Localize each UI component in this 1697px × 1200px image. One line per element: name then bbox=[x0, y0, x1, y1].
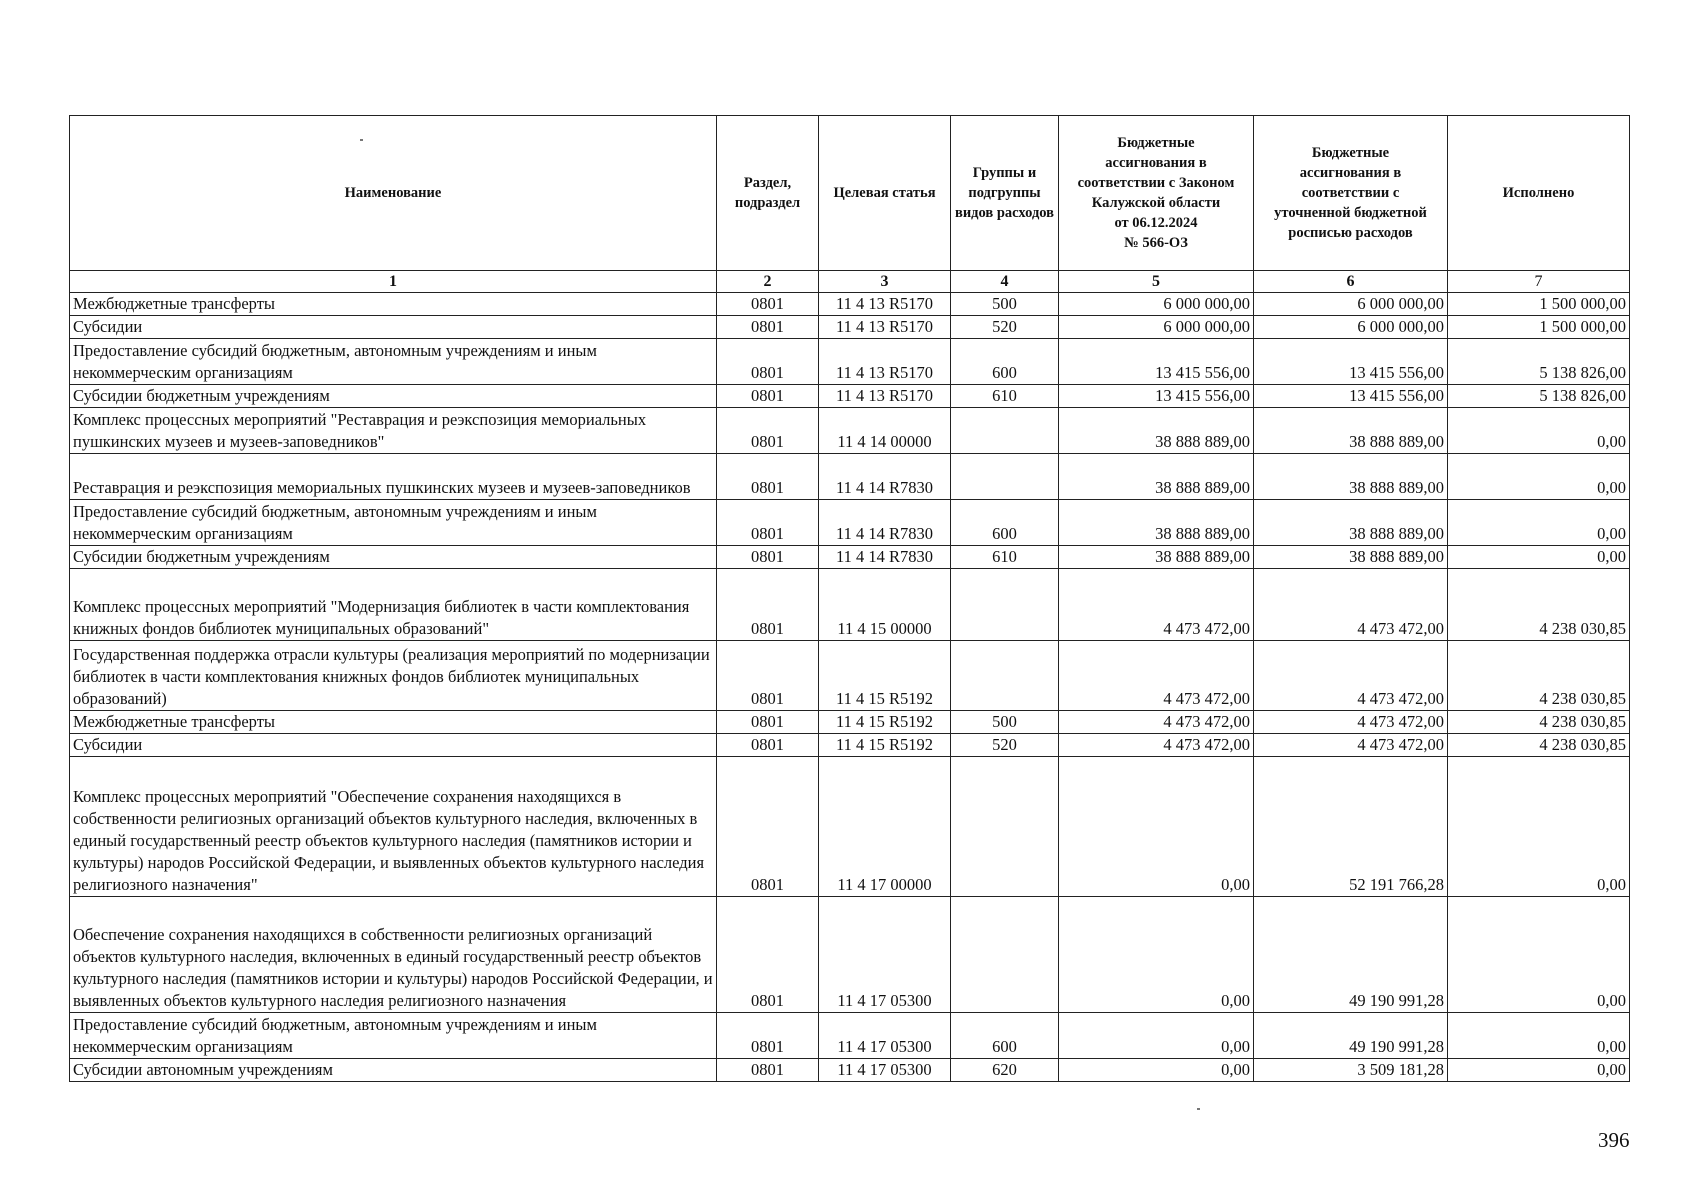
table-row bbox=[70, 339, 1630, 385]
row-name: Межбюджетные трансферты bbox=[70, 711, 717, 734]
header-line: уточненной бюджетной bbox=[1274, 205, 1427, 221]
header-refined-allocations bbox=[1254, 116, 1448, 271]
row-section: 0801 bbox=[717, 500, 819, 546]
row-law-amount: 0,00 bbox=[1059, 897, 1254, 1013]
row-name: Предоставление субсидий бюджетным, автономным учреждениям и иным некоммерческим организациям bbox=[70, 1013, 717, 1059]
row-plan-amount: 49 190 991,28 bbox=[1254, 1013, 1448, 1059]
column-number: 5 bbox=[1059, 271, 1254, 293]
row-article: 11 4 13 R5170 bbox=[819, 293, 951, 316]
table-row bbox=[70, 500, 1630, 546]
row-plan-amount: 3 509 181,28 bbox=[1254, 1059, 1448, 1082]
table-row bbox=[70, 408, 1630, 454]
column-number: 3 bbox=[819, 271, 951, 293]
row-article: 11 4 14 R7830 bbox=[819, 546, 951, 569]
table-row bbox=[70, 1013, 1630, 1059]
row-name: Субсидии bbox=[70, 734, 717, 757]
table-row bbox=[70, 757, 1630, 897]
budget-table bbox=[69, 115, 1630, 1082]
row-name: Межбюджетные трансферты bbox=[70, 293, 717, 316]
row-group: 500 bbox=[951, 293, 1059, 316]
row-group: 600 bbox=[951, 500, 1059, 546]
header-line: от 06.12.2024 bbox=[1114, 215, 1198, 231]
row-group: 620 bbox=[951, 1059, 1059, 1082]
row-section: 0801 bbox=[717, 1059, 819, 1082]
row-plan-amount: 52 191 766,28 bbox=[1254, 757, 1448, 897]
header-line: Бюджетные bbox=[1117, 135, 1195, 151]
row-group: 600 bbox=[951, 1013, 1059, 1059]
row-article: 11 4 13 R5170 bbox=[819, 339, 951, 385]
row-section: 0801 bbox=[717, 454, 819, 500]
row-executed-amount: 5 138 826,00 bbox=[1448, 385, 1630, 408]
table-row bbox=[70, 1059, 1630, 1082]
row-name: Предоставление субсидий бюджетным, автономным учреждениям и иным некоммерческим организациям bbox=[70, 500, 717, 546]
row-name: Обеспечение сохранения находящихся в собственности религиозных организаций объектов культурного наследия, включенных в единый государственный реестр объектов культурного наследия (памятников истории и культуры) народов Российской Федерации, и выявленных объектов культурного наследия религиозного назначения bbox=[70, 897, 717, 1013]
row-article: 11 4 17 05300 bbox=[819, 897, 951, 1013]
row-law-amount: 6 000 000,00 bbox=[1059, 316, 1254, 339]
row-group: 500 bbox=[951, 711, 1059, 734]
row-executed-amount: 4 238 030,85 bbox=[1448, 641, 1630, 711]
column-number-row bbox=[70, 271, 1630, 293]
row-name: Комплекс процессных мероприятий "Реставрация и реэкспозиция мемориальных пушкинских музеев и музеев-заповедников" bbox=[70, 408, 717, 454]
row-executed-amount: 0,00 bbox=[1448, 408, 1630, 454]
row-section: 0801 bbox=[717, 734, 819, 757]
row-executed-amount: 1 500 000,00 bbox=[1448, 293, 1630, 316]
row-group bbox=[951, 757, 1059, 897]
header-target-article: Целевая статья bbox=[819, 116, 951, 271]
row-executed-amount: 1 500 000,00 bbox=[1448, 316, 1630, 339]
row-plan-amount: 13 415 556,00 bbox=[1254, 385, 1448, 408]
row-law-amount: 38 888 889,00 bbox=[1059, 500, 1254, 546]
row-section: 0801 bbox=[717, 641, 819, 711]
row-executed-amount: 0,00 bbox=[1448, 454, 1630, 500]
row-section: 0801 bbox=[717, 569, 819, 641]
header-expense-group: Группы и подгруппы видов расходов bbox=[951, 116, 1059, 271]
row-article: 11 4 15 00000 bbox=[819, 569, 951, 641]
column-number: 4 bbox=[951, 271, 1059, 293]
row-name: Комплекс процессных мероприятий "Обеспечение сохранения находящихся в собственности религиозных организаций объектов культурного наследия, включенных в единый государственный реестр объектов культурного наследия (памятников истории и культуры) народов Российской Федерации, и выявленных объектов культурного наследия религиозного назначения" bbox=[70, 757, 717, 897]
row-law-amount: 0,00 bbox=[1059, 1059, 1254, 1082]
row-section: 0801 bbox=[717, 385, 819, 408]
row-article: 11 4 17 05300 bbox=[819, 1013, 951, 1059]
table-row bbox=[70, 546, 1630, 569]
row-plan-amount: 38 888 889,00 bbox=[1254, 500, 1448, 546]
header-line: ассигнования в bbox=[1299, 165, 1402, 181]
scan-speck bbox=[1197, 1108, 1200, 1110]
row-executed-amount: 4 238 030,85 bbox=[1448, 569, 1630, 641]
header-executed: Исполнено bbox=[1448, 116, 1630, 271]
row-article: 11 4 15 R5192 bbox=[819, 711, 951, 734]
row-law-amount: 4 473 472,00 bbox=[1059, 641, 1254, 711]
row-group: 520 bbox=[951, 734, 1059, 757]
row-name: Субсидии автономным учреждениям bbox=[70, 1059, 717, 1082]
row-law-amount: 0,00 bbox=[1059, 1013, 1254, 1059]
row-law-amount: 38 888 889,00 bbox=[1059, 408, 1254, 454]
row-name: Предоставление субсидий бюджетным, автономным учреждениям и иным некоммерческим организациям bbox=[70, 339, 717, 385]
row-law-amount: 4 473 472,00 bbox=[1059, 734, 1254, 757]
row-name: Реставрация и реэкспозиция мемориальных пушкинских музеев и музеев-заповедников bbox=[70, 454, 717, 500]
row-law-amount: 13 415 556,00 bbox=[1059, 339, 1254, 385]
row-executed-amount: 5 138 826,00 bbox=[1448, 339, 1630, 385]
row-section: 0801 bbox=[717, 546, 819, 569]
table-row bbox=[70, 641, 1630, 711]
row-group bbox=[951, 408, 1059, 454]
row-section: 0801 bbox=[717, 293, 819, 316]
row-group: 610 bbox=[951, 546, 1059, 569]
row-plan-amount: 4 473 472,00 bbox=[1254, 569, 1448, 641]
row-plan-amount: 4 473 472,00 bbox=[1254, 734, 1448, 757]
row-law-amount: 0,00 bbox=[1059, 757, 1254, 897]
row-plan-amount: 6 000 000,00 bbox=[1254, 293, 1448, 316]
row-plan-amount: 4 473 472,00 bbox=[1254, 641, 1448, 711]
row-section: 0801 bbox=[717, 711, 819, 734]
row-section: 0801 bbox=[717, 897, 819, 1013]
row-plan-amount: 4 473 472,00 bbox=[1254, 711, 1448, 734]
header-line: соответствии с bbox=[1301, 185, 1400, 201]
row-section: 0801 bbox=[717, 757, 819, 897]
row-section: 0801 bbox=[717, 1013, 819, 1059]
header-name: Наименование bbox=[70, 116, 717, 271]
row-group: 520 bbox=[951, 316, 1059, 339]
table-row bbox=[70, 897, 1630, 1013]
row-group: 600 bbox=[951, 339, 1059, 385]
row-section: 0801 bbox=[717, 339, 819, 385]
row-law-amount: 13 415 556,00 bbox=[1059, 385, 1254, 408]
row-executed-amount: 0,00 bbox=[1448, 1059, 1630, 1082]
table-row bbox=[70, 711, 1630, 734]
row-executed-amount: 0,00 bbox=[1448, 546, 1630, 569]
row-law-amount: 4 473 472,00 bbox=[1059, 711, 1254, 734]
header-line: ассигнования в bbox=[1105, 155, 1207, 171]
row-article: 11 4 17 00000 bbox=[819, 757, 951, 897]
row-name: Комплекс процессных мероприятий "Модернизация библиотек в части комплектования книжных фондов библиотек муниципальных образований" bbox=[70, 569, 717, 641]
table-row bbox=[70, 385, 1630, 408]
row-executed-amount: 0,00 bbox=[1448, 1013, 1630, 1059]
header-row bbox=[70, 116, 1630, 271]
row-law-amount: 6 000 000,00 bbox=[1059, 293, 1254, 316]
row-section: 0801 bbox=[717, 316, 819, 339]
row-plan-amount: 38 888 889,00 bbox=[1254, 454, 1448, 500]
header-line: соответствии с Законом bbox=[1077, 175, 1235, 191]
row-plan-amount: 38 888 889,00 bbox=[1254, 546, 1448, 569]
row-executed-amount: 0,00 bbox=[1448, 897, 1630, 1013]
row-executed-amount: 4 238 030,85 bbox=[1448, 711, 1630, 734]
column-number: 6 bbox=[1254, 271, 1448, 293]
row-group bbox=[951, 641, 1059, 711]
row-executed-amount: 0,00 bbox=[1448, 500, 1630, 546]
row-executed-amount: 4 238 030,85 bbox=[1448, 734, 1630, 757]
table-row bbox=[70, 293, 1630, 316]
header-law-allocations bbox=[1059, 116, 1254, 271]
header-line: Бюджетные bbox=[1311, 145, 1390, 161]
row-article: 11 4 14 R7830 bbox=[819, 454, 951, 500]
row-plan-amount: 38 888 889,00 bbox=[1254, 408, 1448, 454]
row-plan-amount: 49 190 991,28 bbox=[1254, 897, 1448, 1013]
row-article: 11 4 15 R5192 bbox=[819, 734, 951, 757]
row-plan-amount: 13 415 556,00 bbox=[1254, 339, 1448, 385]
row-section: 0801 bbox=[717, 408, 819, 454]
column-number: 1 bbox=[70, 271, 717, 293]
row-article: 11 4 17 05300 bbox=[819, 1059, 951, 1082]
row-group: 610 bbox=[951, 385, 1059, 408]
row-law-amount: 4 473 472,00 bbox=[1059, 569, 1254, 641]
row-group bbox=[951, 897, 1059, 1013]
table-row bbox=[70, 316, 1630, 339]
row-law-amount: 38 888 889,00 bbox=[1059, 454, 1254, 500]
row-article: 11 4 14 R7830 bbox=[819, 500, 951, 546]
table-row bbox=[70, 734, 1630, 757]
header-line: № 566-ОЗ bbox=[1124, 235, 1188, 251]
table-row bbox=[70, 569, 1630, 641]
row-article: 11 4 13 R5170 bbox=[819, 385, 951, 408]
row-name: Государственная поддержка отрасли культуры (реализация мероприятий по модернизации библиотек в части комплектования книжных фондов библиотек муниципальных образований) bbox=[70, 641, 717, 711]
row-article: 11 4 15 R5192 bbox=[819, 641, 951, 711]
row-group bbox=[951, 454, 1059, 500]
row-executed-amount: 0,00 bbox=[1448, 757, 1630, 897]
row-name: Субсидии бюджетным учреждениям bbox=[70, 385, 717, 408]
row-article: 11 4 14 00000 bbox=[819, 408, 951, 454]
header-line: росписью расходов bbox=[1288, 225, 1413, 241]
row-law-amount: 38 888 889,00 bbox=[1059, 546, 1254, 569]
row-name: Субсидии bbox=[70, 316, 717, 339]
row-article: 11 4 13 R5170 bbox=[819, 316, 951, 339]
column-number: 2 bbox=[717, 271, 819, 293]
header-line: Калужской области bbox=[1091, 195, 1221, 211]
column-number: 7 bbox=[1448, 271, 1630, 293]
table-row bbox=[70, 454, 1630, 500]
row-name: Субсидии бюджетным учреждениям bbox=[70, 546, 717, 569]
row-plan-amount: 6 000 000,00 bbox=[1254, 316, 1448, 339]
page-number: 396 bbox=[1598, 1128, 1630, 1152]
row-group bbox=[951, 569, 1059, 641]
header-section: Раздел, подраздел bbox=[717, 116, 819, 271]
